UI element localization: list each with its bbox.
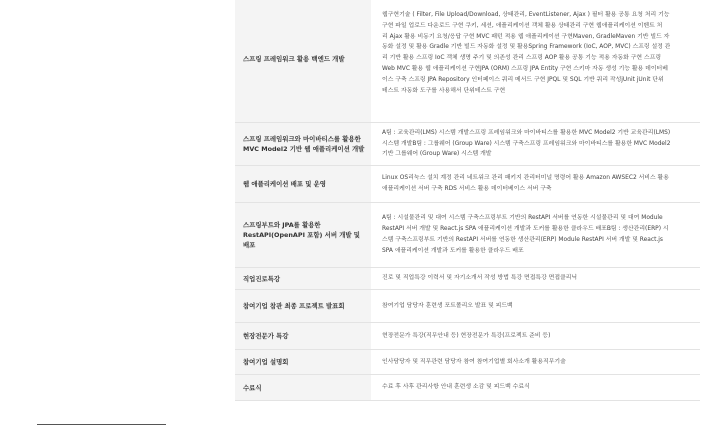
module-label: 참여기업 설명회 — [235, 350, 371, 374]
table-row — [235, 203, 700, 268]
description-line: 테스트 자동화 도구를 사용해서 단위테스트 구현 — [382, 87, 506, 94]
description-line: 애플리케이션 서버 구축 RDS 서비스 활용 데이터베이스 서버 구축 — [382, 186, 552, 192]
table-row — [235, 323, 700, 350]
description-line: 동화 설정 및 활용 Gradle 기반 빌드 자동화 설정 및 활용Spring Framework (IoC, AOP, MVC) 스프링 설정 관 — [382, 44, 671, 51]
module-description — [371, 0, 700, 122]
table-row — [235, 166, 700, 203]
module-label: 스프링 프레임워크 활용 백엔드 개발 — [235, 0, 371, 122]
module-label: 웹 애플리케이션 배포 및 운영 — [235, 166, 371, 202]
description-line: 시스템 개발B팀 : 그룹웨어 (Group Ware) 시스템 구축스프링 프레임워크와 마이바티스를 활용한 MVC Model2 — [382, 140, 671, 147]
module-label: 참여기업 참관 최종 프로젝트 발표회 — [235, 290, 371, 322]
module-description — [371, 323, 700, 349]
module-label: 수료식 — [235, 375, 371, 400]
module-description — [371, 166, 700, 202]
module-description — [371, 268, 700, 289]
description-line: Linux OS리눅스 설치 계정 관리 네트워크 관리 패키지 관리터미널 명령어 활용 Amazon AWSEC2 서비스 활용 — [382, 175, 669, 182]
table-row — [235, 268, 700, 290]
module-label: 현장전문가 특강 — [235, 323, 371, 349]
sidebar-divider — [37, 424, 166, 425]
description-line: 수료 후 사후 관리사항 안내 훈련생 소감 및 피드백 수료식 — [382, 384, 530, 391]
table-row — [235, 350, 700, 375]
description-line: 참여기업 담당자 훈련생 포트폴리오 발표 및 피드백 — [382, 302, 513, 309]
description-line: 진로 및 직업특강 이력서 및 자기소개서 작성 방법 특강 면접특강 면접클리닉 — [382, 275, 578, 282]
module-label: 스프링 프레임워크와 마이바티스를 활용한 MVC Model2 기반 웹 애플리케이션 개발 — [235, 123, 371, 165]
module-description — [371, 375, 700, 400]
table-row — [235, 0, 700, 123]
module-description — [371, 123, 700, 165]
module-label: 직업진로특강 — [235, 268, 371, 289]
description-line: 이스 구축 스프링 JPA Repository 인터페이스 쿼리 메서드 구현 JPQL 및 SQL 기반 쿼리 작성jUnit jUnit 단위 — [382, 76, 664, 83]
description-line: 인사담당자 및 직무관련 담당자 참여 참여기업별 회사소개 활용직무기술 — [382, 358, 566, 365]
module-label: 스프링부트와 JPA를 활용한 RestAPI(OpenAPI 포함) 서버 개발 및 배포 — [235, 203, 371, 267]
description-line: 리 기반 활용 스프링 IoC 객체 생명 주기 및 의존성 관리 스프링 AOP 활용 공통 기능 적용 자동화 구현 스프링 — [382, 55, 662, 62]
description-line: 기반 그룹웨어 (Group Ware) 시스템 개발 — [382, 151, 492, 158]
description-line: Web MVC 활용 웹 애플리케이션 구현JPA (ORM) 스프링 JPA Entity 구현 스키마 자동 생성 기능 활용 데이터베 — [382, 65, 668, 72]
description-line: SPA 애플리케이션 개발과 도커를 활용한 클라우드 배포 — [382, 247, 524, 254]
table-row — [235, 123, 700, 166]
description-line: 웹구현기술 ( Filter, File Upload/Download, 상태관리, EventListener, Ajax ) 필터 활용 공통 요청 처리 기능 — [382, 12, 670, 18]
module-description — [371, 203, 700, 267]
description-line: A팀 : 시설물관리 및 대여 시스템 구축스프링부트 기반의 RestAPI 서버를 연동한 시설물관리 및 대여 Module — [382, 215, 663, 222]
table-row — [235, 290, 700, 323]
description-line: RestAPI 서버 개발 및 React.js SPA 애플리케이션 개발과 도커를 활용한 클라우드 배포B팀 : 생산관리(ERP) 시 — [382, 226, 669, 233]
table-row — [235, 375, 700, 401]
description-line: 스템 구축스프링부트 기반의 RestAPI 서버를 연동한 생산관리(ERP) Module RestAPI 서버 개발 및 React.js — [382, 237, 663, 243]
description-line: 리 Ajax 활용 비동기 요청/응답 구현 MVC 패턴 적용 웹 애플리케이션 구현Maven, GradleMaven 기반 빌드 자 — [382, 33, 670, 40]
module-description — [371, 290, 700, 322]
description-line: 현장전문가 특강(직무안내 등) 현장전문가 특강(프로젝트 준비 등) — [382, 332, 551, 339]
description-line: 구현 파일 업로드 다운로드 구현 쿠키, 세션, 애플리케이션 객체 활용 상태관리 구현 웹애플리케이션 이벤트 처 — [382, 22, 663, 29]
description-line: A팀 : 교육관리(LMS) 시스템 개발스프링 프레임워크와 마이바티스를 활용한 MVC Model2 기반 교육관리(LMS) — [382, 129, 671, 136]
module-description — [371, 350, 700, 374]
curriculum-table — [235, 0, 700, 401]
